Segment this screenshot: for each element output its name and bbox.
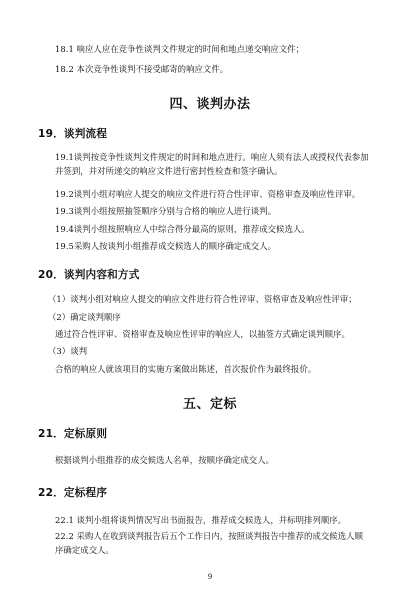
- clause-20-3: （3）谈判: [48, 346, 88, 356]
- clause-20-2: （2）确定谈判顺序: [48, 312, 121, 322]
- section-21-title: 21．定标原则: [38, 428, 108, 440]
- clause-19-4: 19.4谈判小组按照响应人中综合得分最高的原则，推荐成交候选人。: [55, 224, 310, 234]
- page-number: 9: [207, 573, 213, 581]
- clause-19-3: 19.3谈判小组按照抽签顺序分别与合格的响应人进行谈判。: [55, 206, 277, 216]
- clause-19-5: 19.5采购人按谈判小组推荐成交候选人的顺序确定成交人。: [55, 241, 277, 251]
- chapter-4-heading: 四、谈判办法: [169, 97, 251, 112]
- clause-19-1: 19.1谈判按竞争性谈判文件规定的时间和地点进行。响应人须有法人或授权代表参加并签到，并对所递交的响应文件进行密封性检查和签字确认。: [55, 152, 369, 176]
- section-19-title: 19．谈判流程: [38, 128, 108, 140]
- clause-21-text: 根据谈判小组推荐的成交候选人名单，按顺序确定成交人。: [55, 455, 275, 465]
- clause-20-2-text: 通过符合性评审、资格审查及响应性评审的响应人，以抽签方式确定谈判顺序。: [55, 329, 350, 339]
- clause-22-2: 22.2 采购人在收到谈判报告后五个工作日内，按照谈判报告中推荐的成交候选人顺序确定成交人。: [55, 531, 364, 555]
- clause-18-1: 18.1 响应人应在竞争性谈判文件规定的时间和地点递交响应文件；: [55, 44, 305, 54]
- section-20-title: 20．谈判内容和方式: [38, 269, 140, 281]
- clause-22-1: 22.1 谈判小组将谈判情况写出书面报告，推荐成交候选人，并标明排列顺序。: [55, 515, 347, 525]
- chapter-5-heading: 五、定标: [182, 397, 237, 412]
- clause-19-2: 19.2谈判小组对响应人提交的响应文件进行符合性评审、资格审查及响应性评审。: [55, 189, 361, 199]
- clause-20-3-text: 合格的响应人就该项目的实施方案做出陈述，首次报价作为最终报价。: [55, 364, 317, 374]
- section-22-title: 22．定标程序: [38, 487, 108, 499]
- clause-18-2: 18.2 本次竞争性谈判不接受邮寄的响应文件。: [55, 64, 229, 74]
- clause-20-1: （1）谈判小组对响应人提交的响应文件进行符合性评审、资格审查及响应性评审；: [48, 294, 357, 304]
